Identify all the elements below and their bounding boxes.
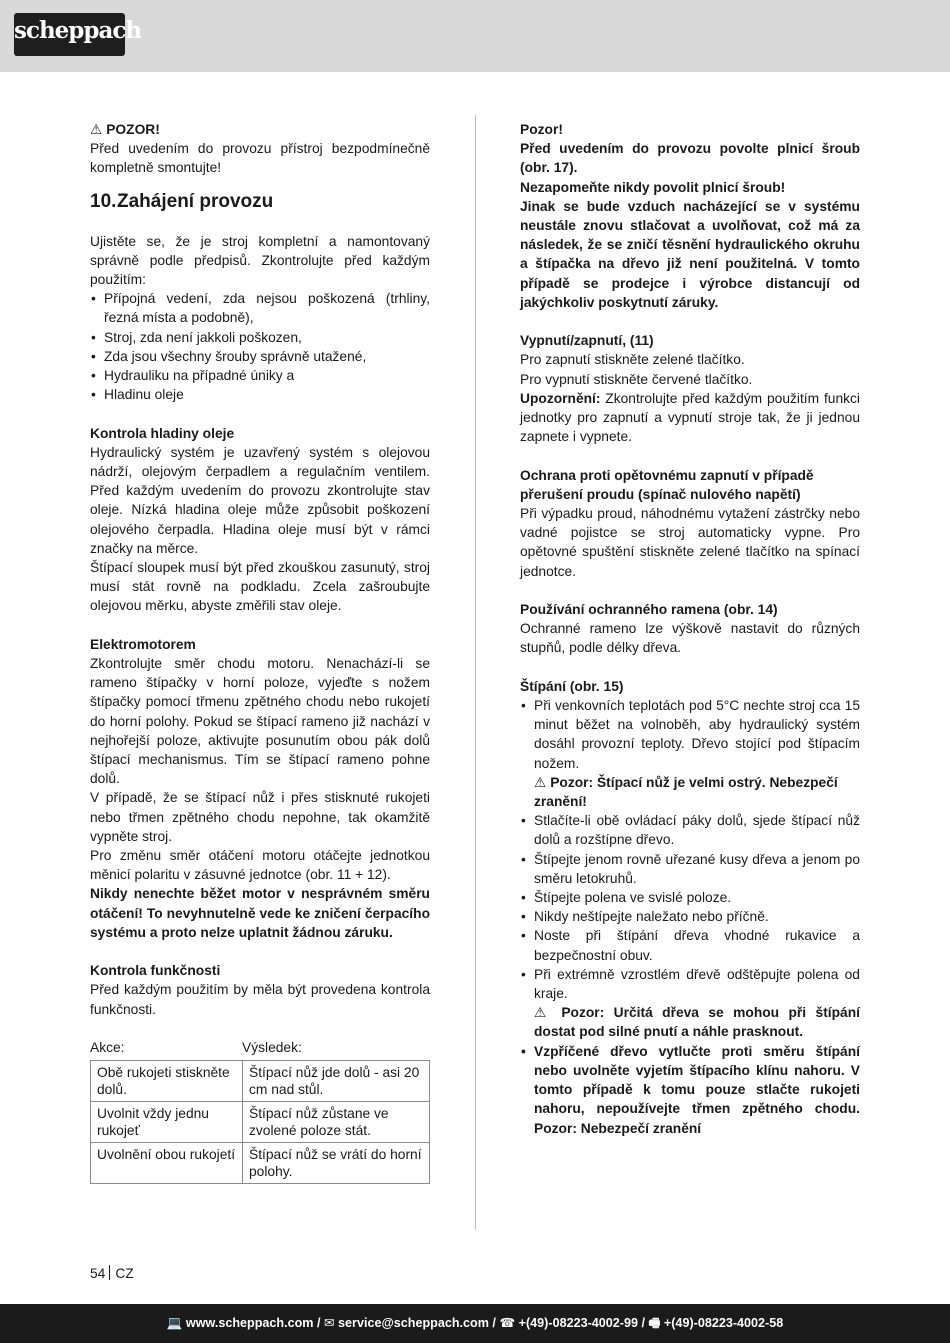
table-cell-result: Štípací nůž zůstane ve zvolené poloze stát. [243, 1102, 430, 1143]
list-item: • Stroj, zda není jakkoli poškozen, [90, 328, 430, 347]
restart-heading: Ochrana proti opětovnému zapnutí v případě přerušení proudu (spínač nulového napětí) [520, 467, 814, 502]
motor-heading: Elektromotorem [90, 636, 196, 652]
list-item: • Štípejte polena ve svislé poloze. [520, 888, 860, 907]
table-header-result: Výsledek: [242, 1039, 302, 1055]
footer-email: ✉ service@scheppach.com / [324, 1316, 500, 1330]
split-heading: Štípání (obr. 15) [520, 678, 624, 694]
table-header-action: Akce: [90, 1039, 125, 1055]
footer-phone: ☎ +(49)-08223-4002-99 / [499, 1316, 649, 1330]
table-cell-action: Uvolnění obou rukojetí [91, 1143, 243, 1184]
table-cell-action: Obě rukojeti stiskněte dolů. [91, 1061, 243, 1102]
page-number-value: 54 [90, 1266, 106, 1281]
column-divider [475, 115, 476, 1230]
notice-text: Zkontrolujte před každým použitím funkci jednotky pro zapnutí a vypnutí stroje tak, že ji jednou zapnete i vypnete. [520, 390, 860, 445]
switch-off-text: Pro vypnutí stiskněte červené tlačítko. [520, 371, 753, 387]
page-number [90, 1265, 134, 1281]
notice-label: Upozornění: [520, 390, 601, 406]
list-item: • Přípojná vedení, zda nejsou poškozená (trhliny, řezná místa a podobně), [90, 289, 430, 327]
restart-text: Při výpadku proud, náhodnému vytažení zástrčky nebo vadné pojistce se stroj automaticky vypne. Pro opětovné spuštění stiskněte zelené tlačítko na spínací jednotce. [520, 506, 860, 579]
list-item: • Stlačíte-li obě ovládací páky dolů, sjede štípací nůž dolů a rozštípne dřevo. [520, 811, 860, 849]
right-column [520, 120, 860, 1138]
notice-paragraph [520, 389, 860, 447]
list-item: • Nikdy neštípejte naležato nebo příčně. [520, 907, 860, 926]
split-warning-2: ⚠ Pozor: Určitá dřeva se mohou při štípání dostat pod silné pnutí a náhle prasknout. [534, 1005, 860, 1040]
table-row [91, 1102, 430, 1143]
footer-website: 💻 www.scheppach.com / [166, 1316, 324, 1330]
list-item-text: Při venkovních teplotách pod 5°C nechte stroj cca 15 minut běžet na volnoběh, aby hydraulický systém dosáhl provozní teploty. Dřevo stojící pod štípacím nožem. [534, 698, 860, 771]
page-footer [0, 1304, 950, 1343]
switch-on-text: Pro zapnutí stiskněte zelené tlačítko. [520, 352, 745, 368]
table-cell-action: Uvolnit vždy jednu rukojeť [91, 1102, 243, 1143]
table-cell-result: Štípací nůž se vrátí do horní polohy. [243, 1143, 430, 1184]
list-item: • Hydrauliku na případné úniky a [90, 366, 430, 385]
section-heading [90, 190, 430, 214]
table-cell-result: Štípací nůž jde dolů - asi 20 cm nad stůl. [243, 1061, 430, 1102]
table-row [91, 1143, 430, 1184]
list-item: • Hladinu oleje [90, 385, 430, 404]
split-warning: ⚠ Pozor: Štípací nůž je velmi ostrý. Nebezpečí zranění! [534, 774, 838, 810]
left-column [90, 120, 430, 1184]
list-item: • Zda jsou všechny šrouby správně utažené, [90, 347, 430, 366]
split-list [520, 696, 860, 1138]
table-header [90, 1038, 430, 1057]
function-table [90, 1060, 430, 1184]
oil-text-2: Štípací sloupek musí být před zkouškou zasunutý, stroj musí stát rovně na podkladu. Zcela zašroubujte olejovou měrku, abyste změřili stav oleje. [90, 560, 430, 614]
motor-text: Zkontrolujte směr chodu motoru. Nenachází-li se rameno štípačky v horní poloze, vyjeďte s nožem štípačky pomocí třmenu zpětného chodu nebo rukojetí do horní polohy. Pokud se štípací rameno již nachází v nejhořejší poloze, aktivujte posunutím obou pák dolů štípací mechanismus. Tím se štípací rameno pohne dolů. [90, 656, 430, 787]
arm-heading: Používání ochranného ramena (obr. 14) [520, 602, 778, 618]
table-row [91, 1061, 430, 1102]
section-title: Zahájení provozu [117, 190, 274, 212]
list-item [520, 965, 860, 1042]
function-heading: Kontrola funkčnosti [90, 963, 221, 979]
list-item: • Noste při štípání dřeva vhodné rukavice a bezpečnostní obuv. [520, 926, 860, 964]
footer-fax: 🖷 +(49)-08223-4002-58 [648, 1316, 784, 1330]
warning-text: Před uvedením do provozu přístroj bezpodmínečně kompletně smontujte! [90, 141, 430, 176]
function-text: Před každým použitím by měla být provedena kontrola funkčnosti. [90, 982, 430, 1017]
list-item [520, 696, 860, 811]
section-number: 10. [90, 190, 117, 212]
list-item: • Štípejte jenom rovně uřezané kusy dřeva a jenom po směru letokruhů. [520, 850, 860, 888]
check-list [90, 289, 430, 404]
oil-heading: Kontrola hladiny oleje [90, 425, 235, 441]
oil-text: Hydraulický systém je uzavřený systém s olejovou nádrží, olejovým čerpadlem a regulačním ventilem. Před každým uvedením do provozu zkontrolujte stav oleje. Nízká hladina oleje může způsobit poškození olejového čerpadla. Hladina oleje musí být v rámci značky na měrce. [90, 444, 430, 556]
list-item: • Vzpříčené dřevo vytlučte proti směru štípání nebo uvolněte vyjetím štípacího klínu nahoru. V tomto případě k tomu pouze stlačte rukojeti nahoru, nepoužívejte třmen zpětného chodu. Pozor: Nebezpečí zranění [520, 1042, 860, 1138]
motor-warning: Nikdy nenechte běžet motor v nesprávném směru otáčení! To nevyhnutelně vede ke zničení čerpacího systému a proto nelze uplatnit žádnou záruku. [90, 886, 430, 940]
arm-text: Ochranné rameno lze výškově nastavit do různých stupňů, podle délky dřeva. [520, 621, 860, 656]
brand-logo-text: scheppach [14, 17, 142, 44]
brand-logo [14, 13, 142, 56]
caution-block: Pozor! Před uvedením do provozu povolte plnicí šroub (obr. 17). Nezapomeňte nikdy povolit plnicí šroub! Jinak se bude vzduch nacházející se v systému neustále znovu stlačovat a uvolňovat, což má za následek, že se zničí těsnění hydraulického okruhu a štípačka na dřevo již není použitelná. V tomto případě se prodejce i výrobce distancují od jakýchkoliv poskytnutí záruky. [520, 122, 860, 310]
warning-title: ⚠ POZOR! [90, 122, 160, 137]
list-item-text: Při extrémně vzrostlém dřevě odštěpujte polena od kraje. [534, 966, 860, 1002]
page-number-separator [109, 1265, 110, 1280]
motor-text-3: Pro změnu směr otáčení motoru otáčejte jednotkou měnicí polaritu v zásuvné jednotce (obr. 11 + 12). [90, 848, 430, 883]
page-header [0, 0, 950, 72]
intro-text: Ujistěte se, že je stroj kompletní a namontovaný správně podle předpisů. Zkontrolujte před každým použitím: [90, 233, 430, 288]
switch-heading: Vypnutí/zapnutí, (11) [520, 333, 654, 349]
page-language: CZ [115, 1266, 134, 1281]
motor-text-2: V případě, že se štípací nůž i přes stisknuté rukojeti nebo třmen zpětného chodu nepohne, tak okamžitě vypněte stroj. [90, 790, 430, 844]
